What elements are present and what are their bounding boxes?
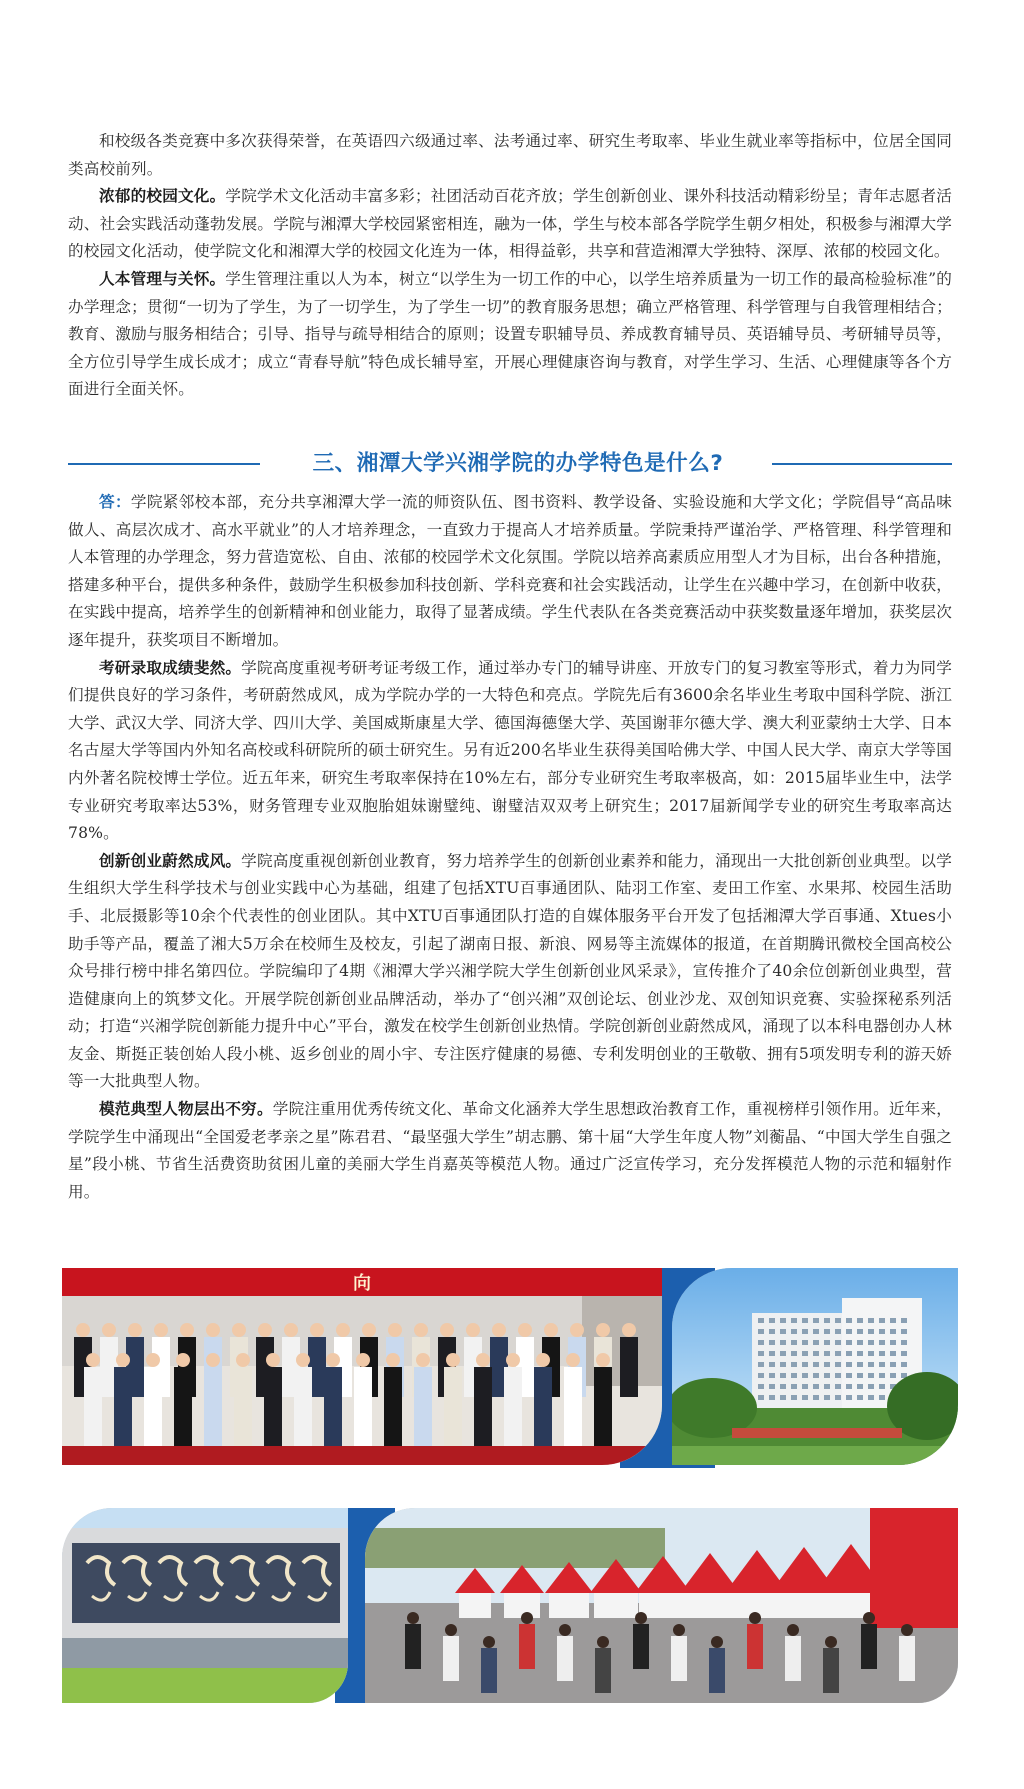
paragraph-honors: 和校级各类竞赛中多次获得荣誉，在英语四六级通过率、法考通过率、研究生考取率、毕业生就业率等指标中，位居全国同类高校前列。 [68, 132, 952, 178]
humanistic-management-body: 学生管理注重以人为本，树立“以学生为一切工作的中心，以学生培养质量为一切工作的最高检验标准”的办学理念；贯彻“一切为了学生，为了一切学生，为了学生一切”的教育服务思想；确立严格管理、科学管理与自我管理相结合；教育、激励与服务相结合；引导、指导与疏导相结合的原则；设置专职辅导员、养成教育辅导员、英语辅导员、考研辅导员等，全方位引导学生成长成才；成立“青春导航”特色成长辅导室，开展心理健康咨询与教育，对学生学习、生活、心理健康等各个方面进行全面关怀。 [68, 269, 952, 399]
inscription-photo [62, 1508, 348, 1703]
photo-collage [0, 1268, 1024, 1718]
heading-rule-right [772, 463, 952, 465]
answer-body: 学院紧邻校本部，充分共享湘潭大学一流的师资队伍、图书资料、教学设备、实验设施和大学文化；学院倡导“高品味做人、高层次成才、高水平就业”的人才培养理念，一直致力于提高人才培养质量。学院秉持严谨治学、严格管理、科学管理和人本管理的办学理念，努力营造宽松、自由、浓郁的校园学术文化氛围。学院以培养高素质应用型人才为目标，出台各种措施，搭建多种平台，提供多种条件，鼓励学生积极参加科技创新、学科竞赛和社会实践活动，让学生在兴趣中学习，在创新中收获，在实践中提高，培养学生的创新精神和创业能力，取得了显著成绩。学生代表队在各类竞赛活动中获奖数量逐年增加，获奖层次逐年提升，获奖项目不断增加。 [68, 493, 952, 649]
group-photo [62, 1268, 662, 1465]
humanistic-management-lead: 人本管理与关怀。 [99, 269, 226, 288]
role-models-body: 学院注重用优秀传统文化、革命文化涵养大学生思想政治教育工作，重视榜样引领作用。近年来，学院学生中涌现出“全国爱老孝亲之星”陈君君、“最坚强大学生”胡志鹏、第十届“大学生年度人物”刘蘅晶、“中国大学生自强之星”段小桃、节省生活费资助贫困儿童的美丽大学生肖嘉英等模范人物。通过广泛宣传学习，充分发挥模范人物的示范和辐射作用。 [68, 1100, 953, 1201]
bottom-text-section [68, 488, 952, 1206]
building-photo [672, 1268, 958, 1465]
campus-culture-lead: 浓郁的校园文化。 [99, 187, 226, 206]
heading-rule-left [68, 463, 260, 465]
section-heading-row [68, 445, 952, 481]
paragraph-answer [68, 488, 952, 655]
postgraduate-lead: 考研录取成绩斐然。 [99, 658, 242, 677]
job-fair-photo [365, 1508, 958, 1703]
banner-text: 向 [353, 1273, 371, 1294]
postgraduate-body: 学院高度重视考研考证考级工作，通过举办专门的辅导讲座、开放专门的复习教室等形式，着力为同学们提供良好的学习条件，考研蔚然成风，成为学院办学的一大特色和亮点。学院先后有3600余名毕业生考取中国科学院、浙江大学、武汉大学、同济大学、四川大学、美国威斯康星大学、德国海德堡大学、英国谢菲尔德大学、澳大利亚蒙纳士大学、日本名古屋大学等国内外知名高校或科研院所的硕士研究生。另有近200名毕业生获得美国哈佛大学、中国人民大学、南京大学等国内外著名院校博士学位。近五年来，研究生考取率保持在10%左右，部分专业研究生考取率极高，如：2015届毕业生中，法学专业研究考取率达53%，财务管理专业双胞胎姐妹谢璧纯、谢璧洁双双考上研究生；2017届新闻学专业的研究生考取率高达78%。 [68, 658, 952, 843]
paragraph-humanistic-management [68, 266, 952, 404]
innovation-lead: 创新创业蔚然成风。 [99, 851, 242, 870]
paragraph-role-models [68, 1096, 952, 1206]
paragraph-postgraduate [68, 655, 952, 848]
section-heading: 三、湘潭大学兴湘学院的办学特色是什么? [312, 451, 724, 476]
top-text-section [68, 128, 952, 404]
role-models-lead: 模范典型人物层出不穷。 [99, 1100, 273, 1119]
paragraph-innovation [68, 848, 952, 1096]
answer-lead: 答： [99, 492, 131, 511]
campus-culture-body: 学院学术文化活动丰富多彩；社团活动百花齐放；学生创新创业、课外科技活动精彩纷呈；青年志愿者活动、社会实践活动蓬勃发展。学院与湘潭大学校园紧密相连，融为一体，学生与校本部各学院学生朝夕相处，积极参与湘潭大学的校园文化活动，使学院文化和湘潭大学的校园文化连为一体，相得益彰，共享和营造湘潭大学独特、深厚、浓郁的校园文化。 [68, 187, 953, 261]
innovation-body: 学院高度重视创新创业教育，努力培养学生的创新创业素养和能力，涌现出一大批创新创业典型。以学生组织大学生科学技术与创业实践中心为基础，组建了包括XTU百事通团队、陆羽工作室、麦田工作室、水果邦、校园生活助手、北辰摄影等10余个代表性的创业团队。其中XTU百事通团队打造的自媒体服务平台开发了包括湘潭大学百事通、Xtues小助手等产品，覆盖了湘大5万余在校师生及校友，引起了湖南日报、新浪、网易等主流媒体的报道，在首期腾讯微校全国高校公众号排行榜中排名第四位。学院编印了4期《湘潭大学兴湘学院大学生创新创业风采录》，宣传推介了40余位创新创业典型，营造健康向上的筑梦文化。开展学院创新创业品牌活动，举办了“创兴湘”双创论坛、创业沙龙、双创知识竞赛、实验探秘系列活动；打造“兴湘学院创新能力提升中心”平台，激发在校学生创新创业热情。学院创新创业蔚然成风，涌现了以本科电器创办人林友金、斯挺正装创始人段小桃、返乡创业的周小宇、专注医疗健康的易德、专利发明创业的王敬敬、拥有5项发明专利的游天娇等一大批典型人物。 [68, 851, 952, 1091]
paragraph-campus-culture [68, 183, 952, 266]
